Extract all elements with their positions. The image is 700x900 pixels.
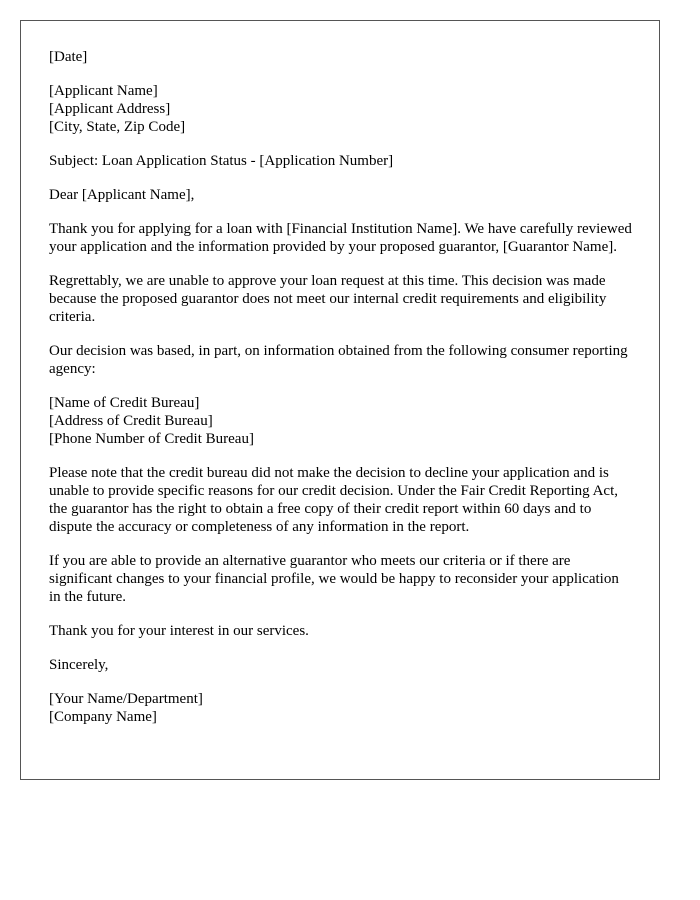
recipient-block: [49, 82, 632, 136]
body-paragraph-4: Please note that the credit bureau did not make the decision to decline your application and is unable to provide specific reasons for our credit decision. Under the Fair Credit Reporting Act, the guarantor has the right to obtain a free copy of their credit report within 60 days and to dispute the accuracy or completeness of any information in the report.: [49, 465, 619, 535]
body-paragraph-3: Our decision was based, in part, on information obtained from the following consumer reporting agency:: [49, 343, 628, 377]
signature-name-department: [Your Name/Department]: [49, 691, 203, 707]
body-paragraph-2: Regrettably, we are unable to approve your loan request at this time. This decision was made because the proposed guarantor does not meet our internal credit requirements and eligibility criteria.: [49, 273, 607, 325]
letter-document: [20, 20, 660, 780]
recipient-city-state-zip: [City, State, Zip Code]: [49, 119, 186, 135]
recipient-name: [Applicant Name]: [49, 83, 158, 99]
body-paragraph-5: If you are able to provide an alternative guarantor who meets our criteria or if there are significant changes to your financial profile, we would be happy to reconsider your application in the future.: [49, 553, 619, 605]
bureau-name: [Name of Credit Bureau]: [49, 395, 200, 411]
bureau-block: [49, 394, 632, 448]
letter-subject: Subject: Loan Application Status - [Application Number]: [49, 153, 394, 169]
body-paragraph-6: Thank you for your interest in our services.: [49, 623, 309, 639]
body-paragraph-1: Thank you for applying for a loan with [Financial Institution Name]. We have carefully reviewed your application and the information provided by your proposed guarantor, [Guarantor Name].: [49, 221, 632, 255]
letter-salutation: Dear [Applicant Name],: [49, 187, 195, 203]
letter-date: [Date]: [49, 49, 88, 65]
bureau-phone: [Phone Number of Credit Bureau]: [49, 431, 254, 447]
signature-block: [49, 690, 632, 726]
letter-closing: Sincerely,: [49, 657, 109, 673]
signature-company: [Company Name]: [49, 709, 157, 725]
recipient-address: [Applicant Address]: [49, 101, 171, 117]
bureau-address: [Address of Credit Bureau]: [49, 413, 213, 429]
